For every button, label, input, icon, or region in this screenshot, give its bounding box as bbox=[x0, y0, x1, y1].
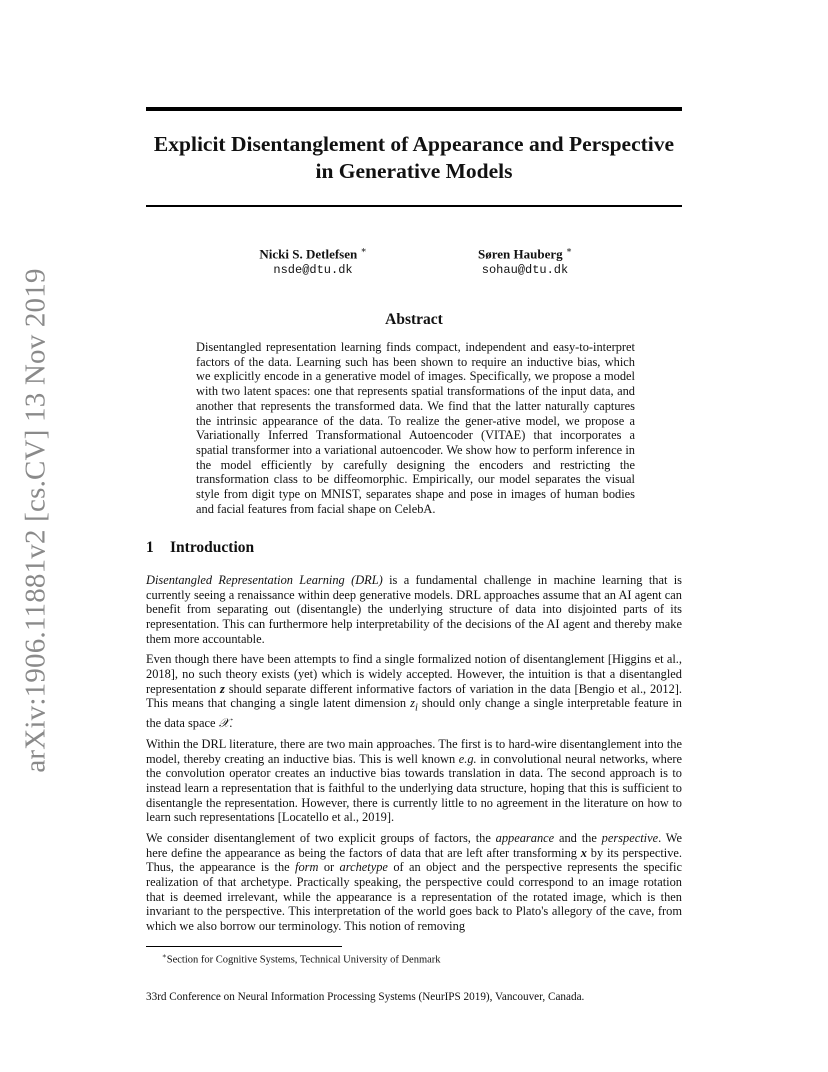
para4-text-c: . We here define the appearance as being the factors of data that are left after transforming bbox=[146, 830, 682, 860]
title-top-rule bbox=[146, 107, 682, 111]
para3-text-a: Within the DRL literature, there are two main approaches. The first is to hard-wire disentanglement into the model, thereby creating an inductive bias. This is well known bbox=[146, 737, 682, 766]
section-number: 1 bbox=[146, 539, 154, 556]
footnote-mark: ∗ bbox=[162, 952, 167, 960]
conference-note: 33rd Conference on Neural Information Processing Systems (NeurIPS 2019), Vancouver, Canada. bbox=[146, 991, 585, 1003]
math-x: x bbox=[580, 845, 587, 860]
math-zi-base: z bbox=[410, 696, 415, 711]
eg-term: e.g. bbox=[458, 751, 477, 766]
para2-text-b: should separate different informative factors of variation in the data [Bengio et al., 2012]. This means that changing a single latent dimension bbox=[146, 681, 683, 711]
arxiv-stamp bbox=[14, 267, 58, 773]
paper-title: Explicit Disentanglement of Appearance and Perspective in Generative Models bbox=[153, 132, 675, 183]
section-title: Introduction bbox=[170, 539, 255, 556]
archetype-term: archetype bbox=[339, 860, 388, 875]
author-name-2 bbox=[410, 242, 640, 262]
paragraph-3 bbox=[146, 737, 682, 825]
para4-text-d: by its perspective. Thus, the appearance is the bbox=[146, 845, 682, 875]
math-z: z bbox=[220, 681, 225, 696]
author-block-1 bbox=[198, 242, 428, 278]
footnote-text: Section for Cognitive Systems, Technical University of Denmark bbox=[166, 954, 441, 966]
paragraph-4 bbox=[146, 831, 682, 934]
appearance-term: appearance bbox=[495, 830, 555, 845]
abstract-text: Disentangled representation learning finds compact, independent and easy-to-interpret factors of the data. Learning such has been shown to require an inductive bias, which we explicitly encode in a generative model of images. Specifically, we propose a model with two latent spaces: one that represents spatial transformations of the input data, and another that represents the transformed data. We find that the latter naturally captures the intrinsic appearance of the data. To realize the gener-ative model, we propose a Variationally Inferred Transformational Autoencoder (VITAE) that incorporates a spatial transformer into a variational autoencoder. We show how to perform inference in the model efficiently by carefully designing the encoders and restricting the transformation class to be diffeomorphic. Empirically, our model separates the visual style from digit type on MNIST, separates shape and pose in images of human bodies and facial features from facial shape on CelebA. bbox=[196, 340, 635, 516]
author-name-text-2: Søren Hauberg bbox=[477, 246, 563, 262]
title-bottom-rule bbox=[146, 205, 682, 207]
author-name-1 bbox=[198, 242, 428, 262]
para4-text-b: and the bbox=[554, 830, 602, 845]
para2-text-c: should only change a single interpretable feature in the data space bbox=[146, 696, 682, 731]
math-data-space: 𝒳 bbox=[218, 716, 230, 731]
para4-text-f: of an object and the perspective represents the specific realization of that archetype. Practically speaking, the perspective could correspond to an image rotation that is deemed irrelevant, while the appearance is a representation of the rotated image, which is then invariant to the perspective. This interpretation of the world goes back to Plato's allegory of the cave, from which we also borrow our terminology. This notion of removing bbox=[146, 860, 682, 933]
section-heading bbox=[146, 539, 254, 557]
arxiv-identifier: arXiv:1906.11881v2 [cs.CV] 13 Nov 2019 bbox=[19, 267, 52, 773]
paragraph-1 bbox=[146, 573, 682, 646]
math-zi-subscript: i bbox=[415, 702, 418, 714]
para4-text-a: We consider disentanglement of two explicit groups of factors, the bbox=[146, 830, 496, 845]
form-term: form bbox=[295, 860, 319, 875]
footnote bbox=[162, 950, 441, 967]
author-affiliation-mark-1: ∗ bbox=[360, 245, 367, 255]
author-affiliation-mark-2: ∗ bbox=[565, 245, 572, 255]
para3-text-b: in convolutional neural networks, where the convolution operator creates an inductive bias towards translation in data. The second approach is to instead learn a representation that is faithful to the underlying data structure, hoping that this is sufficient to disentangle the representation. However, there is currently little to no agreement in the literature on how to learn such representations [Locatello et al., 2019]. bbox=[146, 751, 683, 825]
paragraph-2 bbox=[146, 652, 682, 731]
para2-text-d: . bbox=[229, 716, 233, 731]
author-block-2 bbox=[410, 242, 640, 278]
author-name-text-1: Nicki S. Detlefsen bbox=[259, 246, 358, 262]
math-zi bbox=[410, 696, 418, 714]
para4-text-e: or bbox=[318, 860, 340, 875]
footnote-rule bbox=[146, 946, 342, 947]
author-email-2: sohau@dtu.dk bbox=[481, 263, 569, 278]
author-email-1: nsde@dtu.dk bbox=[273, 263, 353, 278]
body-text bbox=[146, 573, 682, 940]
para2-text-a: Even though there have been attempts to find a single formalized notion of disentanglement [Higgins et al., 2018], no such theory exists (yet) which is widely accepted. However, the intuition is that a disentangled representation bbox=[146, 652, 682, 696]
abstract-heading: Abstract bbox=[385, 311, 443, 328]
drl-term: Disentangled Representation Learning (DRL) bbox=[146, 573, 383, 587]
perspective-term: perspective bbox=[601, 830, 659, 845]
para1-text: is a fundamental challenge in machine learning that is currently seeing a renaissance within deep generative models. DRL approaches assume that an AI agent can benefit from separating out (disentangle) the underlying structure of data into disjointed parts of its representation. This can furthermore help interpretability of the decisions of the AI agent and thereby make them more accountable. bbox=[146, 573, 682, 646]
